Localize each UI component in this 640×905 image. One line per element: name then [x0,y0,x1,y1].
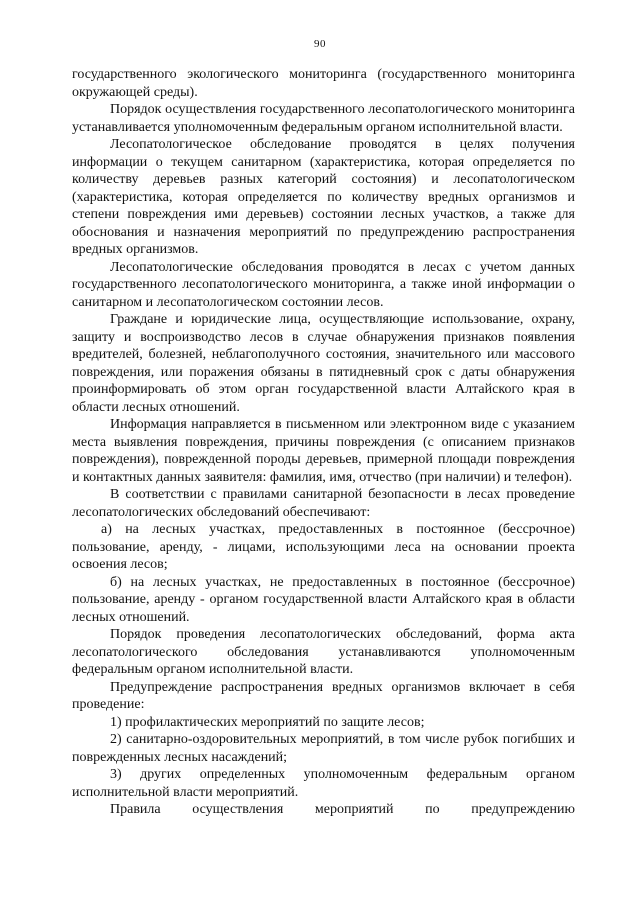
paragraph-12: Правила осуществления мероприятий по предупреждению [110,802,575,817]
paragraph-6: Информация направляется в письменном или электронном виде с указанием места выявления повреждения, причины повреждения (с описанием признаков повреждения), поврежденной породы деревьев, примерной площади повреждения и контактных данных заявителя: фамилия, имя, отчество (при наличии) и телефон). [72,417,575,485]
paragraph-10: Порядок проведения лесопатологических обследований, форма акта лесопатологического обследования устанавливаются уполномоченным федеральным органом исполнительной власти. [72,627,575,677]
paragraph-9: б) на лесных участках, не предоставленных в постоянное (бессрочное) пользование, аренду - органом государственной власти Алтайского края в области лесных отношений. [72,574,575,625]
list-item-3: 3) других определенных уполномоченным федеральным органом исполнительной власти мероприятий. [72,767,575,800]
paragraph-5: Граждане и юридические лица, осуществляющие использование, охрану, защиту и воспроизводство лесов в случае обнаружения признаков появления вредителей, болезней, неблагополучного состояния, значительного или массового повреждения, или поражения обязаны в пятидневный срок с даты обнаружения проинформировать об этом орган государственной власти Алтайского края в области лесных отношений. [72,312,575,415]
paragraph-1: государственного экологического мониторинга (государственного мониторинга окружающей среды). [72,67,575,100]
list-item-2: 2) санитарно-оздоровительных мероприятий, в том числе рубок погибших и поврежденных лесных насаждений; [72,732,575,765]
paragraph-4: Лесопатологические обследования проводятся в лесах с учетом данных государственного лесопатологического мониторинга, а также иной информации о санитарном и лесопатологическом состоянии лесов. [72,259,575,310]
paragraph-11: Предупреждение распространения вредных организмов включает в себя проведение: [72,679,575,712]
paragraph-3: Лесопатологическое обследование проводятся в целях получения информации о текущем санитарном (характеристика, которая определяется по количеству деревьев разных категорий состояния) и лесопатологическом (характеристика, которая определяется по количеству вредных организмов и степени повреждения ими деревьев) состоянии лесных участков, а также для обоснования и назначения мероприятий по предупреждению распространения вредных организмов. [72,137,575,257]
paragraph-2: Порядок осуществления государственного лесопатологического мониторинга устанавливается уполномоченным федеральным органом исполнительной власти. [72,102,575,135]
page-number: 90 [314,38,326,50]
paragraph-7: В соответствии с правилами санитарной безопасности в лесах проведение лесопатологических обследований обеспечивают: [72,487,575,520]
paragraph-8: а) на лесных участках, предоставленных в постоянное (бессрочное) пользование, аренду, - лицами, использующими леса на основании проекта освоения лесов; [72,522,575,572]
list-item-1: 1) профилактических мероприятий по защите лесов; [110,714,425,730]
document-body [72,66,575,819]
